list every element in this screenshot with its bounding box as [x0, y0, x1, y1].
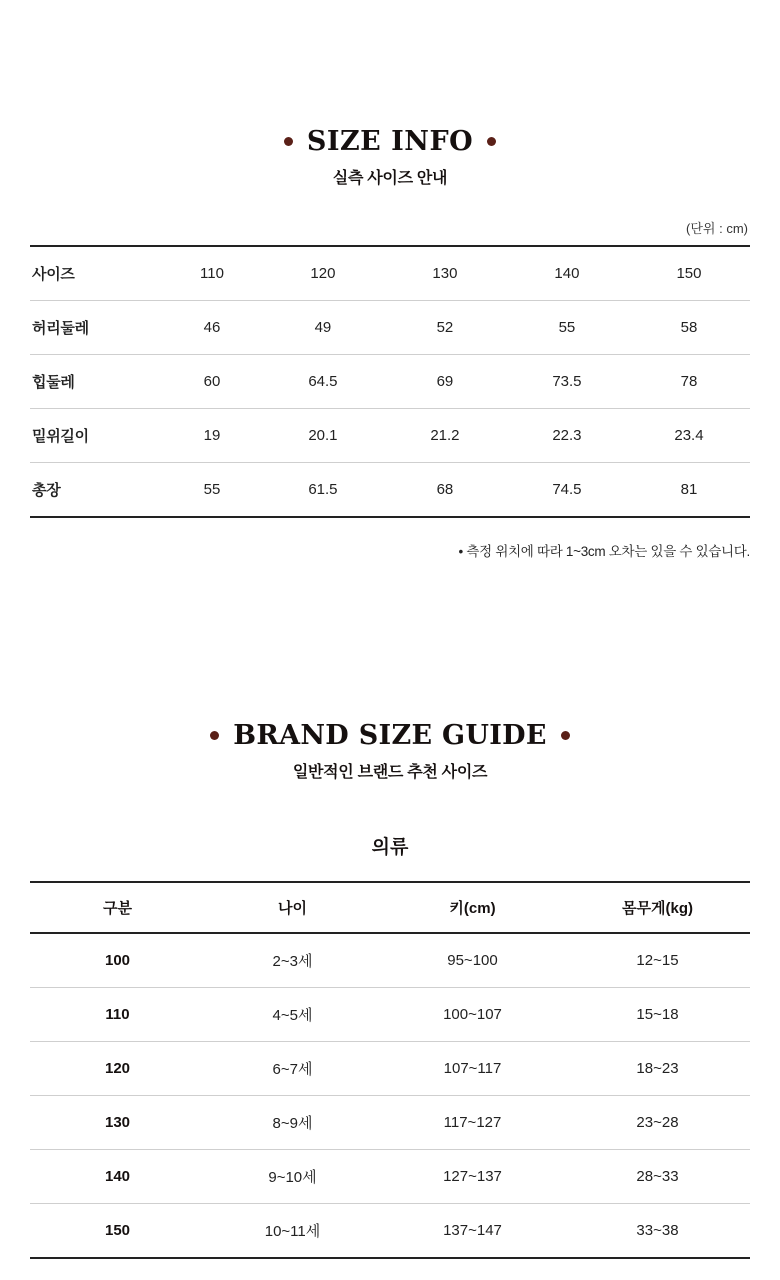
table-cell-age: 8~9세: [272, 1115, 313, 1132]
brand-guide-title-row: [30, 720, 750, 751]
table-cell-age: 10~11세: [264, 1223, 321, 1240]
table-cell: 22.3: [552, 427, 582, 444]
measurement-footnote: • 측정 위치에 따라 1~3cm 오차는 있을 수 있습니다.: [458, 544, 750, 559]
table-cell: 150: [676, 265, 702, 282]
table-cell: 69: [436, 373, 454, 390]
table-cell-age: 9~10세: [268, 1169, 317, 1186]
bullet-dot-icon: [210, 731, 219, 740]
measurement-table: [30, 245, 750, 518]
table-cell-age: 2~3세: [272, 953, 313, 970]
table-cell: 130: [432, 265, 458, 282]
table-row: [30, 463, 750, 518]
table-cell-weight: 33~38: [636, 1222, 679, 1239]
table-cell: 73.5: [552, 373, 582, 390]
brand-size-guide-section: [30, 560, 750, 1259]
table-cell-weight: 23~28: [636, 1114, 679, 1131]
size-info-subtitle: 실측 사이즈 안내: [332, 170, 448, 187]
table-cell: 20.1: [308, 427, 338, 444]
column-header-size: 구분: [103, 900, 132, 917]
bullet-dot-icon: [284, 137, 293, 146]
table-cell-height: 127~137: [443, 1168, 502, 1185]
table-cell: 64.5: [308, 373, 338, 390]
table-cell-size: 150: [104, 1222, 131, 1239]
table-cell: 58: [680, 319, 698, 336]
table-cell-size: 140: [104, 1168, 131, 1185]
table-cell-weight: 18~23: [636, 1060, 679, 1077]
table-cell: 19: [203, 427, 221, 444]
table-cell: 60: [203, 373, 221, 390]
table-row: [30, 1042, 750, 1096]
size-info-unit-note: (단위 : cm): [686, 221, 748, 236]
brand-guide-subtitle: 일반적인 브랜드 추천 사이즈: [292, 764, 488, 781]
table-cell: 52: [436, 319, 454, 336]
table-cell-weight: 12~15: [636, 952, 679, 969]
table-row: [30, 301, 750, 355]
brand-guide-title: BRAND SIZE GUIDE: [233, 720, 547, 751]
table-cell: 68: [436, 481, 454, 498]
table-cell: 49: [314, 319, 332, 336]
table-cell-size: 130: [104, 1114, 131, 1131]
table-cell: 21.2: [430, 427, 460, 444]
size-info-section: [30, 0, 750, 560]
column-header-age: 나이: [278, 900, 307, 917]
table-cell-height: 95~100: [447, 952, 498, 969]
table-header-row: [30, 882, 750, 933]
table-cell: 81: [680, 481, 698, 498]
table-row: [30, 988, 750, 1042]
size-info-title: SIZE INFO: [306, 126, 474, 157]
table-cell: 120: [310, 265, 336, 282]
table-cell: 23.4: [674, 427, 704, 444]
table-cell-height: 117~127: [443, 1114, 502, 1131]
row-header-cell: 밑위길이: [32, 428, 89, 445]
table-cell: 110: [200, 265, 224, 282]
column-header-height: 키(cm): [449, 900, 496, 917]
table-row: [30, 1204, 750, 1259]
table-cell: 46: [203, 319, 221, 336]
row-header-cell: 사이즈: [32, 266, 75, 283]
table-cell: 61.5: [308, 481, 338, 498]
table-row: [30, 1096, 750, 1150]
table-cell-size: 110: [105, 1006, 130, 1023]
table-cell: 55: [203, 481, 221, 498]
row-header-cell: 허리둘레: [32, 320, 89, 337]
table-cell-height: 137~147: [443, 1222, 502, 1239]
row-header-cell: 총장: [32, 482, 61, 499]
table-cell: 78: [680, 373, 698, 390]
column-header-weight: 몸무게(kg): [622, 900, 693, 917]
size-info-title-row: [30, 126, 750, 157]
table-cell-weight: 15~18: [636, 1006, 679, 1023]
table-cell-age: 6~7세: [272, 1061, 313, 1078]
row-header-cell: 힙둘레: [32, 374, 75, 391]
table-cell-height: 107~117: [443, 1060, 502, 1077]
table-cell-height: 100~107: [443, 1006, 502, 1023]
table-row: [30, 409, 750, 463]
table-cell-weight: 28~33: [636, 1168, 679, 1185]
table-row: [30, 246, 750, 301]
table-cell-size: 120: [104, 1060, 131, 1077]
bullet-dot-icon: [561, 731, 570, 740]
table-cell: 140: [554, 265, 580, 282]
table-cell: 74.5: [552, 481, 582, 498]
table-row: [30, 1150, 750, 1204]
category-title: 의류: [371, 837, 409, 858]
table-row: [30, 933, 750, 988]
table-row: [30, 355, 750, 409]
table-cell-size: 100: [104, 952, 131, 969]
table-cell-age: 4~5세: [272, 1007, 313, 1024]
table-cell: 55: [558, 319, 576, 336]
bullet-dot-icon: [487, 137, 496, 146]
brand-size-table: [30, 881, 750, 1259]
